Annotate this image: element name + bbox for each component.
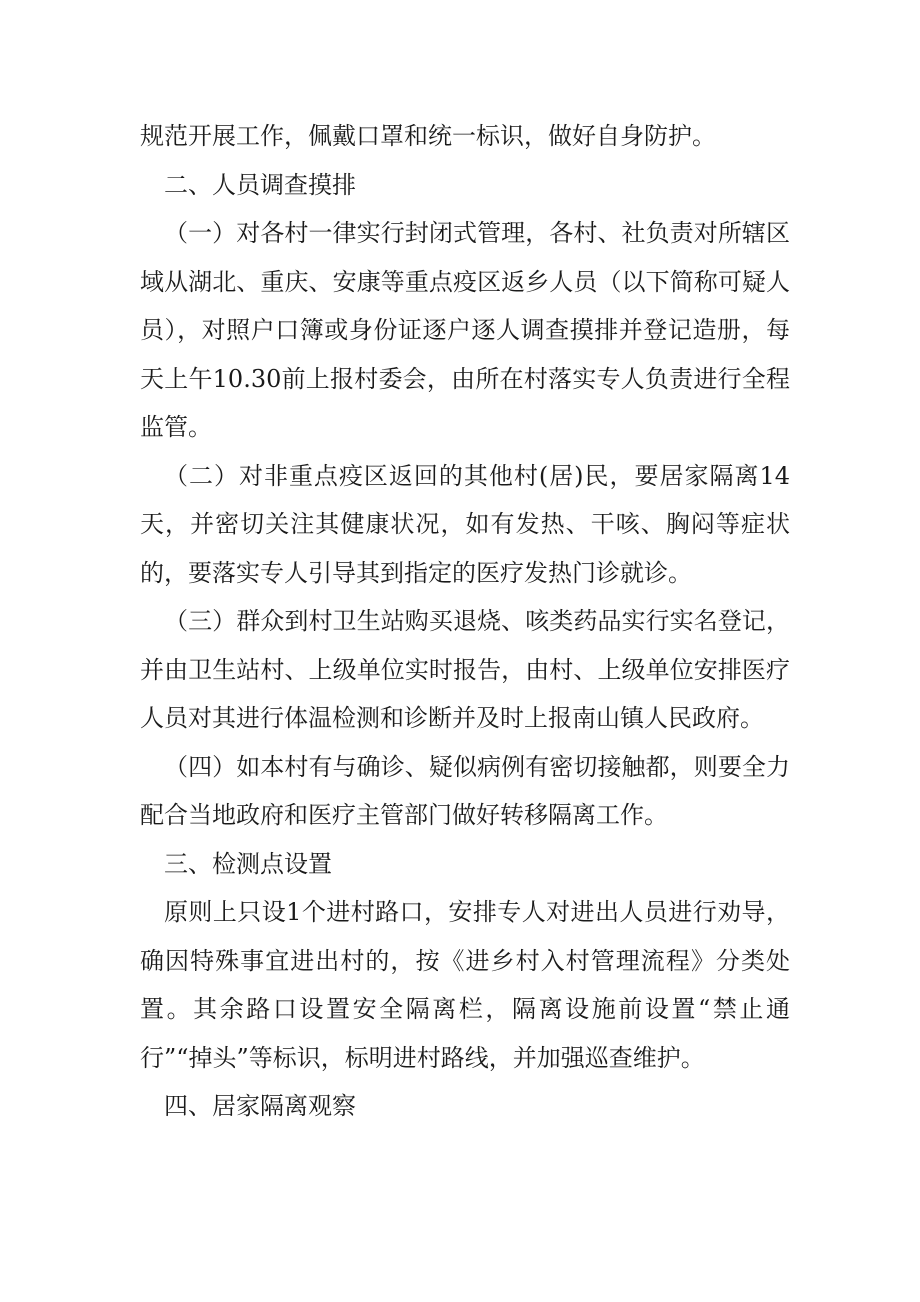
document-body [140,112,790,1131]
paragraph-item-4: （四）如本村有与确诊、疑似病例有密切接触都，则要全力配合当地政府和医疗主管部门做好转移隔离工作。 [140,752,790,829]
paragraph-checkpoint: 原则上只设1个进村路口，安排专人对进出人员进行劝导，确因特殊事宜进出村的，按《进乡村入村管理流程》分类处置。其余路口设置安全隔离栏，隔离设施前设置“禁止通行”“掉头”等标识，标明进村路线，并加强巡查维护。 [140,898,790,1072]
paragraph-item-3: （三）群众到村卫生站购买退烧、咳类药品实行实名登记，并由卫生站村、上级单位实时报告，由村、上级单位安排医疗人员对其进行体温检测和诊断并及时上报南山镇人民政府。 [140,607,790,732]
section-heading-home-isolation: 四、居家隔离观察 [164,1092,356,1120]
paragraph-item-2: （二）对非重点疫区返回的其他村(居)民，要居家隔离14天，并密切关注其健康状况，如有发热、干咳、胸闷等症状的，要落实专人引导其到指定的医疗发热门诊就诊。 [140,461,790,587]
section-heading-checkpoint: 三、检测点设置 [164,849,332,878]
section-heading-personnel-survey: 二、人员调查摸排 [164,170,356,199]
paragraph-continuation: 规范开展工作，佩戴口罩和统一标识，做好自身防护。 [140,122,716,150]
paragraph-item-1: （一）对各村一律实行封闭式管理，各村、社负责对所辖区域从湖北、重庆、安康等重点疫区返乡人员（以下简称可疑人员），对照户口簿或身份证逐户逐人调查摸排并登记造册，每天上午10.30前上报村委会，由所在村落实专人负责进行全程监管。 [140,219,790,441]
